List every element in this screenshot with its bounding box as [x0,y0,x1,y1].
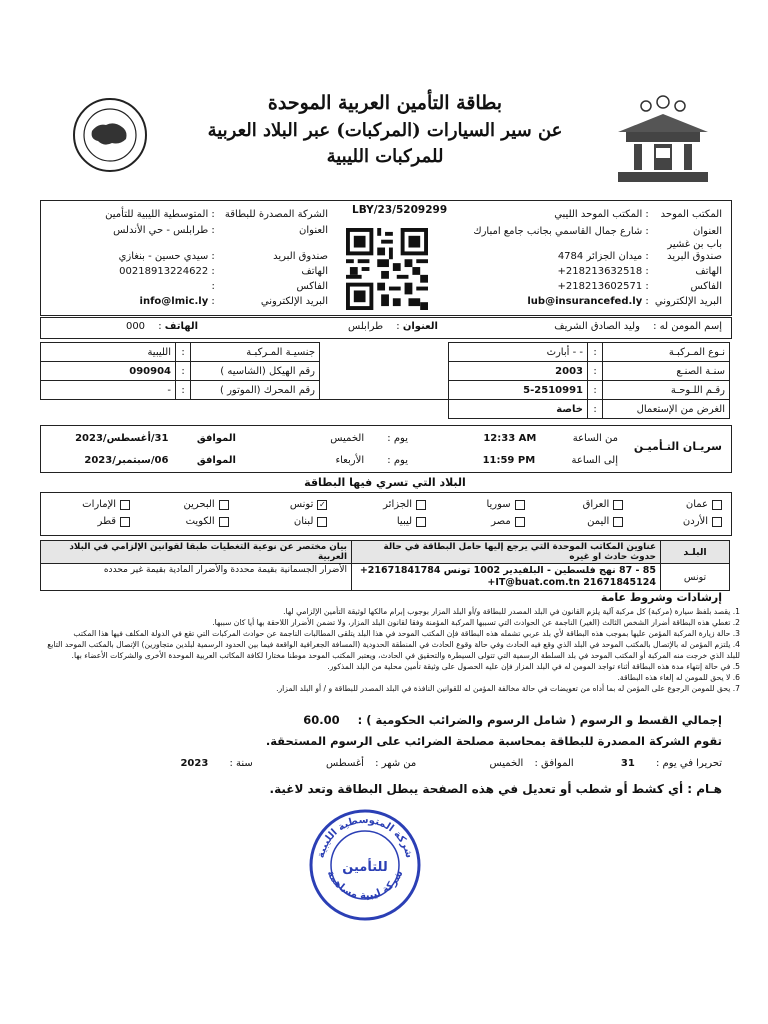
bureau-pobox-value: ميدان الجزائر 4784 [557,251,643,262]
country-checkbox[interactable] [239,499,327,510]
checkbox-icon[interactable] [613,500,623,510]
validity-corresp-label-2: الموافق [196,455,236,466]
insured-phone-label: الهاتف [164,321,198,332]
vehicle-table [40,342,730,419]
stamp-bottom-text: شركة ليبية مساهمة [324,868,406,902]
issued-year-value: 2023 [180,758,209,769]
country-label: تونس [289,499,314,510]
offices-address-line1: 85 - 87 نهج فلسطين - البلفيدير 1002 تونس 21671841784+ [359,565,656,576]
insured-name-value: وليد الصادق الشريف [554,321,640,332]
insured-address-value: طرابلس [347,321,384,332]
terms-item: 6. لا يحق للمومن له إلغاء هذه البطاقة. [617,673,740,682]
country-checkbox[interactable] [437,516,525,527]
offices-col-address: عناوين المكاتب الموحدة التي يرجع إليها حامل البطاقة في حالة حدوث حادث او غيره [352,541,661,564]
checkbox-icon[interactable] [317,517,327,527]
bureau-email-label: البريد الإلكتروني [654,296,722,307]
vehicle-year-label: سنـة الصنـع [603,362,730,381]
card-title-line3: للمركبات الليبية [326,146,444,167]
insured-address-label: العنوان [402,321,438,332]
terms-item: 7. يحق للمومن الرجوع على المؤمن له بما أداه من تعويضات في حالة مخالفة المؤمن له للقوانين النافذة في البلد المصدر للبطاقة و / أو البلد المزار. [276,684,740,693]
checkbox-icon[interactable] [120,517,130,527]
issued-day-name: الخميس [489,758,524,769]
country-checkbox[interactable] [141,499,229,510]
bureau-email-value[interactable]: lub@insurancefed.ly [527,296,643,307]
premium-row [303,713,722,727]
insured-address-row: العنوان : طرابلس [347,321,438,332]
stamp-middle-text: للتأمين [342,860,388,875]
issuer-address-row: العنوان : طرابلس - حي الأندلس [113,225,328,236]
countries-row-2 [42,516,722,527]
premium-value: 60.00 [303,713,340,727]
checkbox-icon[interactable] [712,500,722,510]
issued-label: تحريرا في يوم : [656,758,722,769]
checkbox-icon[interactable] [120,500,130,510]
vehicle-chassis-value: 090904 [41,362,176,381]
premium-note: تقوم الشركة المصدرة للبطاقة بمحاسبة مصلحة الضرائب على الرسوم المستحقة. [265,734,722,748]
issued-corresp-label: الموافق : [534,758,574,769]
terms-list [40,606,740,694]
checkbox-icon[interactable] [219,517,229,527]
table-row: رقـم اللـوحـة : 5-2510991 رقم المحرك (الموتور ) : - [41,381,730,400]
country-checkbox[interactable] [535,516,623,527]
vehicle-use-value: خاصة [449,400,588,419]
validity-from-date: 31/أغسطس/2023 [75,433,169,444]
issuer-fax-label: الفاكس [296,281,328,292]
country-label: الكويت [185,516,215,527]
checkbox-icon[interactable] [219,500,229,510]
checkbox-icon[interactable] [712,517,722,527]
countries-title: البلاد التي تسري فيها البطاقة [304,476,466,489]
bureau-fax-value: +218213602571 [557,281,643,292]
offices-col-coverage: بيان مختصر عن نوعية التغطيات طبقا لقوانين الإلزامي في البلاد العربية [41,541,352,564]
bureau-office-label: المكتب الموحد [660,209,722,220]
issuer-phone-label: الهاتف [301,266,328,277]
issuer-address-label: العنوان [299,225,328,236]
issued-year-label: سنة : [229,758,253,769]
validity-to-day-row: يوم : الأربعاء [335,455,408,466]
country-checkbox[interactable] [634,499,722,510]
table-row: الغرض من الإستعمال : خاصة [41,400,730,419]
country-label: الإمارات [82,499,117,510]
country-checkbox[interactable] [141,516,229,527]
offices-col-country: البلـد [661,541,730,564]
country-label: الأردن [682,516,708,527]
countries-row-1 [42,499,722,510]
issuer-company-row: الشركة المصدرة للبطاقة : المتوسطية الليبية للتأمين [105,209,328,220]
country-label: قطر [97,516,117,527]
validity-label: سريـان التـأميـن [633,440,722,453]
country-checkbox[interactable] [239,516,327,527]
table-row [41,564,730,591]
vehicle-type-label: نـوع المـركبـة [603,343,730,362]
terms-item: 2. تغطي هذه البطاقة أضرار الشخص الثالث (الغير) الناجمة عن الحوادث التي تسببها المركبة المؤمنة وفقا لقانون البلد المزار، ولا تضمن الأضرار اللاحقة بها أيا كان سببها. [212,618,740,627]
country-checkbox[interactable] [338,516,426,527]
terms-item: 4. يلتزم المؤمن له بالإتصال بالمكتب الموحد في البلد الذي وقع فيه الحادث وفي حالة وقوع الحادث في المنطقة الحدودية (المسافة الجغرافية الواقعة فيما بين الحدود الرسمية لبلدين متجاورين) الإتصال بالمكتب الموحد التابع [47,640,740,649]
offices-address-line2: IT@buat.com.tn 21671845124+ [487,577,656,588]
card-number: LBY/23/5209299 [352,204,448,216]
issuer-email-row: البريد الإلكتروني : info@lmic.ly [139,296,328,307]
bureau-pobox-label: صندوق البريد [667,251,722,262]
bureau-fax-label: الفاكس [690,281,722,292]
vehicle-chassis-label: رقم الهيكل (الشاسيه ) [191,362,320,381]
issuer-pobox-row: صندوق البريد : سيدي حسين - بنغازي [118,251,328,262]
arab-insurance-seal-icon [70,95,150,175]
vehicle-engine-value: - [41,381,176,400]
country-checkbox[interactable] [634,516,722,527]
country-label: مصر [491,516,511,527]
card-title-line1: بطاقة التأمين العربية الموحدة [267,92,503,114]
issuer-pobox-value: سيدي حسين - بنغازي [118,251,209,262]
bureau-phone-row: الهاتف : +218213632518 [557,266,722,277]
validity-corresp-label-1: الموافق [196,433,236,444]
bureau-office-value: المكتب الموحد الليبي [554,209,643,220]
bureau-address-row: العنوان : شارع جمال القاسمي بجانب جامع امبارك باب بن غشير [473,226,722,250]
issuer-phone-value: 00218913224622 [119,266,209,277]
issued-day-num: 31 [620,758,635,769]
terms-title: إرشادات وشروط عامة [600,591,722,604]
vehicle-plate-label: رقـم اللـوحـة [603,381,730,400]
table-row [41,541,730,564]
offices-table [40,540,730,591]
validity-from-date-row [75,433,236,444]
country-checkbox[interactable] [42,516,130,527]
issuer-email-label: البريد الإلكتروني [260,296,328,307]
country-checkbox[interactable] [42,499,130,510]
terms-item: 5. في حالة إنتهاء مدة هذه البطاقة أثناء تواجد المومن له في البلد المزار فإن عليه الحصول على وثيقة تأمين محلية من البلد المذكور. [327,662,740,671]
issuer-company-value: المتوسطية الليبية للتأمين [105,209,209,220]
vehicle-type-value: - - أبارث [449,343,588,362]
offices-coverage-value: الأضرار الجسمانية بقيمة محددة والأضرار المادية بقيمة غير محدده [41,564,352,591]
checkbox-icon[interactable]: ✓ [319,499,326,509]
checkbox-icon[interactable] [515,500,525,510]
stamp-top-text: شركة المتوسطية الليبية [315,814,415,860]
svg-text:شركة المتوسطية الليبية [316,815,415,860]
country-label: الجزائر [383,499,413,510]
issuer-pobox-label: صندوق البريد [273,251,328,262]
issued-month-label: من شهر : [375,758,417,769]
vehicle-nationality-value: الليبية [41,343,176,362]
country-checkbox[interactable] [338,499,426,510]
bureau-address-label: العنوان [693,226,722,237]
bureau-phone-label: الهاتف [695,266,722,277]
validity-from-row [483,433,618,444]
validity-from-day: الخميس [330,433,365,444]
issuer-address-value: طرابلس - حي الأندلس [113,225,209,236]
table-row: سنـة الصنـع : 2003 رقم الهيكل (الشاسيه ) : 090904 [41,362,730,381]
bureau-address-value: شارع جمال القاسمي بجانب جامع امبارك باب بن غشير [473,226,722,250]
validity-from-label: من الساعة [572,433,618,444]
bureau-email-row: البريد الإلكتروني : lub@insurancefed.ly [527,296,722,307]
bureau-pobox-row: صندوق البريد : ميدان الجزائر 4784 [557,251,722,262]
validity-to-row [483,455,618,466]
validity-day-label-1: يوم [393,433,408,444]
qr-code-icon [346,228,428,310]
validity-to-day: الأربعاء [335,455,365,466]
vehicle-plate-value: 5-2510991 [449,381,588,400]
checkbox-icon[interactable] [416,500,426,510]
validity-to-time: 11:59 PM [482,455,536,466]
issuer-email-value[interactable]: info@lmic.ly [139,296,209,307]
country-label: العراق [582,499,610,510]
country-label: اليمن [587,516,610,527]
validity-to-date: 06/سبتمبر/2023 [84,455,169,466]
premium-label: إجمالي القسط و الرسوم ( شامل الرسوم والضرائب الحكومية ) : [357,713,722,727]
table-row: نـوع المـركبـة : - - أبارث جنسيـة المـركبـة : الليبية [41,343,730,362]
vehicle-engine-label: رقم المحرك (الموتور ) [191,381,320,400]
insured-phone-value: 000 [125,321,146,332]
insured-name-label: إسم المومن له [659,321,722,332]
issuer-company-label: الشركة المصدرة للبطاقة [224,209,328,220]
terms-item: للبلد الذي خرجت منه المركبة أو المكتب الموحد في بلد السلطة الرسمية التي تتولى السيطرة والتحقيق في الحادث، ويعتبر المكتب الموحد موطنا مختارا لكافة المكاتب العربية الموحدة الأخرى والشركات الأعضاء بها. [71,651,740,660]
issued-row [180,758,722,769]
vehicle-nationality-label: جنسيـة المـركبـة [191,343,320,362]
country-label: سوريا [486,499,511,510]
offices-country-value: تونس [661,564,730,591]
validity-to-label: إلى الساعة [571,455,618,466]
country-checkbox[interactable] [437,499,525,510]
insured-name-row: إسم المومن له : وليد الصادق الشريف [554,321,722,332]
card-title-line2: عن سير السيارات (المركبات) عبر البلاد العربية [207,120,563,141]
validity-from-day-row: يوم : الخميس [330,433,408,444]
bureau-office-row: المكتب الموحد : المكتب الموحد الليبي [554,209,722,220]
issuer-phone-row: الهاتف : 00218913224622 [119,266,328,277]
validity-to-date-row [84,455,236,466]
terms-item: 3. حالة زيارة المركبة المؤمن عليها بموجب هذه البطاقة لأي بلد عربي تشمله هذه البطاقة فإن المكتب الموحد في هذا البلد يتلقى المطالبات الناجمة عن حوادث المركبات التي تقع في الدولة المكلف فيها هذا المكتب [73,629,740,638]
bureau-phone-value: +218213632518 [557,266,643,277]
checkbox-icon[interactable] [515,517,525,527]
terms-item: 1. يقصد بلفظ سيارة (مركبة) كل مركبة آلية يلزم القانون في البلد المصدر للبطاقة و/أو البلد المزار بوجوب إبرام مالكها لوثيقة التأمين الإلزامي لها. [283,607,740,616]
country-label: البحرين [183,499,215,510]
company-stamp-icon [305,805,425,925]
validity-day-label-2: يوم [393,455,408,466]
country-label: لبنان [293,516,314,527]
vehicle-year-value: 2003 [449,362,588,381]
country-checkbox[interactable] [535,499,623,510]
country-label: عمان [685,499,708,510]
bureau-fax-row: الفاكس : +218213602571 [557,281,722,292]
issuer-fax-row [211,281,328,292]
checkbox-icon[interactable] [613,517,623,527]
vehicle-use-label: الغرض من الإستعمال [603,400,730,419]
validity-from-time: 12:33 AM [483,433,537,444]
country-label: ليبيا [396,516,413,527]
issued-month-value: أغسطس [326,758,364,769]
libya-unified-bureau-logo-icon [608,92,718,188]
issuer-fax-value: : [211,281,215,292]
insured-phone-row: الهاتف : 000 [125,321,198,332]
warning-text: هـام : أي كشط أو شطب أو تعديل في هذه الصفحة يبطل البطاقة وتعد لاغية. [269,782,722,796]
checkbox-icon[interactable] [416,517,426,527]
